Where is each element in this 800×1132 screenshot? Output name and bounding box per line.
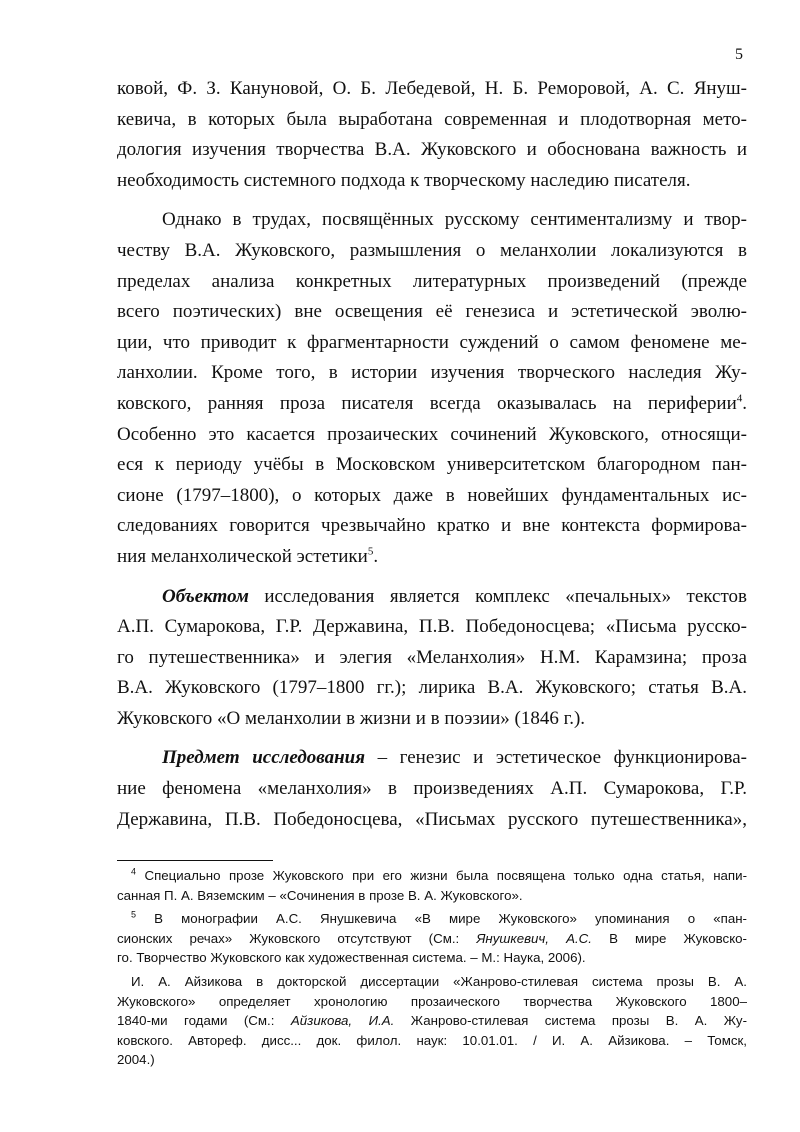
- text-line: ции, что приводит к фрагментарности суждений о самом феномене ме-: [117, 331, 747, 353]
- footnote-number: 5: [131, 909, 137, 920]
- footnote-line: [117, 866, 747, 886]
- emphasis-subject: Предмет исследования: [162, 747, 366, 769]
- text-line: Особенно это касается прозаических сочинений Жуковского, относящи-: [117, 423, 747, 445]
- footnotes: [117, 866, 747, 1070]
- footnote-line: го. Творчество Жуковского как художественная система. – М.: Наука, 2006).: [117, 950, 586, 966]
- italic-author: Айзикова, И.А.: [290, 1013, 395, 1029]
- text-span: ковского, ранняя проза писателя всегда оказывалась на периферии: [117, 392, 737, 414]
- text-line: ланхолии. Кроме того, в истории изучения творческого наследия Жу-: [117, 362, 747, 384]
- text-line: пределах анализа конкретных литературных произведений (прежде: [117, 270, 747, 292]
- footnote-line: [117, 909, 747, 929]
- footnote-line: 2004.): [117, 1052, 155, 1068]
- paragraph-1: [117, 74, 747, 196]
- footnote-line: ковского. Автореф. дисс... док. филол. наук: 10.01.01. / И. А. Айзикова. – Томск,: [117, 1032, 747, 1048]
- text-span: В мире Жуковско-: [591, 930, 747, 946]
- text-line: В.А. Жуковского (1797–1800 гг.); лирика В.А. Жуковского; статья В.А.: [117, 677, 747, 699]
- text-span: .: [373, 545, 379, 567]
- text-line: необходимость системного подхода к творческому наследию писателя.: [117, 169, 691, 191]
- footnote-line: [117, 1011, 747, 1031]
- footnote-divider: [117, 860, 273, 861]
- text-line: еся к периоду учёбы в Московском университетском благородном пан-: [117, 454, 747, 476]
- footnote-ref-4[interactable]: 4: [736, 392, 743, 405]
- text-line: ние феномена «меланхолия» в произведениях А.П. Сумарокова, Г.Р.: [117, 778, 747, 800]
- footnote-line: [117, 929, 747, 949]
- footnote-continuation: [117, 972, 747, 1070]
- paragraph-3: [117, 582, 747, 735]
- text-line: кевича, в которых была выработана современная и плодотворная мето-: [117, 108, 747, 130]
- text-line: Однако в трудах, посвящённых русскому сентиментализму и твор-: [162, 209, 747, 231]
- text-line: Державина, П.В. Победоносцева, «Письмах русского путешественника»,: [117, 808, 747, 830]
- footnote-ref-5[interactable]: 5: [367, 545, 374, 558]
- text-line: сионе (1797–1800), о которых даже в новейших фундаментальных ис-: [117, 484, 747, 506]
- text-line: всего поэтических) вне освещения её генезиса и эстетической эволю-: [117, 301, 747, 323]
- text-line: [117, 542, 747, 573]
- text-span: – генезис и эстетическое функционирова-: [365, 747, 747, 769]
- page-number: 5: [735, 46, 743, 63]
- footnote-line: Жуковского» определяет хронологию прозаического творчества Жуковского 1800–: [117, 993, 747, 1009]
- text-line: [117, 743, 747, 774]
- italic-author: Янушкевич, А.С.: [476, 930, 592, 946]
- text-line: го путешественника» и элегия «Меланхолия» Н.М. Карамзина; проза: [117, 646, 747, 668]
- paragraph-2: [117, 205, 747, 572]
- text-span: Специально прозе Жуковского при его жизни была посвящена только одна статья, напи-: [136, 868, 747, 883]
- text-line: дология изучения творчества В.А. Жуковского и обоснована важность и: [117, 139, 747, 161]
- text-line: [117, 582, 747, 613]
- text-line: А.П. Сумарокова, Г.Р. Державина, П.В. Победоносцева; «Письма русско-: [117, 616, 747, 638]
- text-line: [117, 389, 747, 420]
- emphasis-object: Объектом: [162, 585, 249, 607]
- text-span: .: [742, 392, 747, 414]
- text-span: 1840-ми годами (См.:: [117, 1013, 291, 1029]
- paragraph-4: [117, 743, 747, 835]
- footnote-line: санная П. А. Вяземским – «Сочинения в прозе В. А. Жуковского».: [117, 887, 523, 903]
- text-line: ковой, Ф. З. Кануновой, О. Б. Лебедевой, Н. Б. Реморовой, А. С. Януш-: [117, 78, 747, 99]
- footnote-line: И. А. Айзикова в докторской диссертации «Жанрово-стилевая система прозы В. А.: [131, 973, 747, 989]
- text-line: следованиях говорится чрезвычайно кратко и вне контекста формирова-: [117, 515, 747, 537]
- text-line: честву В.А. Жуковского, размышления о меланхолии локализуются в: [117, 239, 747, 261]
- text-span: исследования является комплекс «печальных» текстов: [248, 585, 747, 607]
- text-span: В монографии А.С. Янушкевича «В мире Жуковского» упоминания о «пан-: [136, 911, 747, 927]
- footnote-5: [117, 909, 747, 968]
- body-text: [117, 74, 747, 835]
- text-span: ния меланхолической эстетики: [117, 545, 368, 567]
- footnote-4: [117, 866, 747, 905]
- text-span: Жанрово-стилевая система прозы В. А. Жу-: [394, 1013, 747, 1029]
- text-span: сионских речах» Жуковского отсутствуют (См.:: [117, 930, 477, 946]
- footnote-number: 4: [131, 866, 137, 877]
- text-line: Жуковского «О меланхолии в жизни и в поэзии» (1846 г.).: [117, 707, 586, 729]
